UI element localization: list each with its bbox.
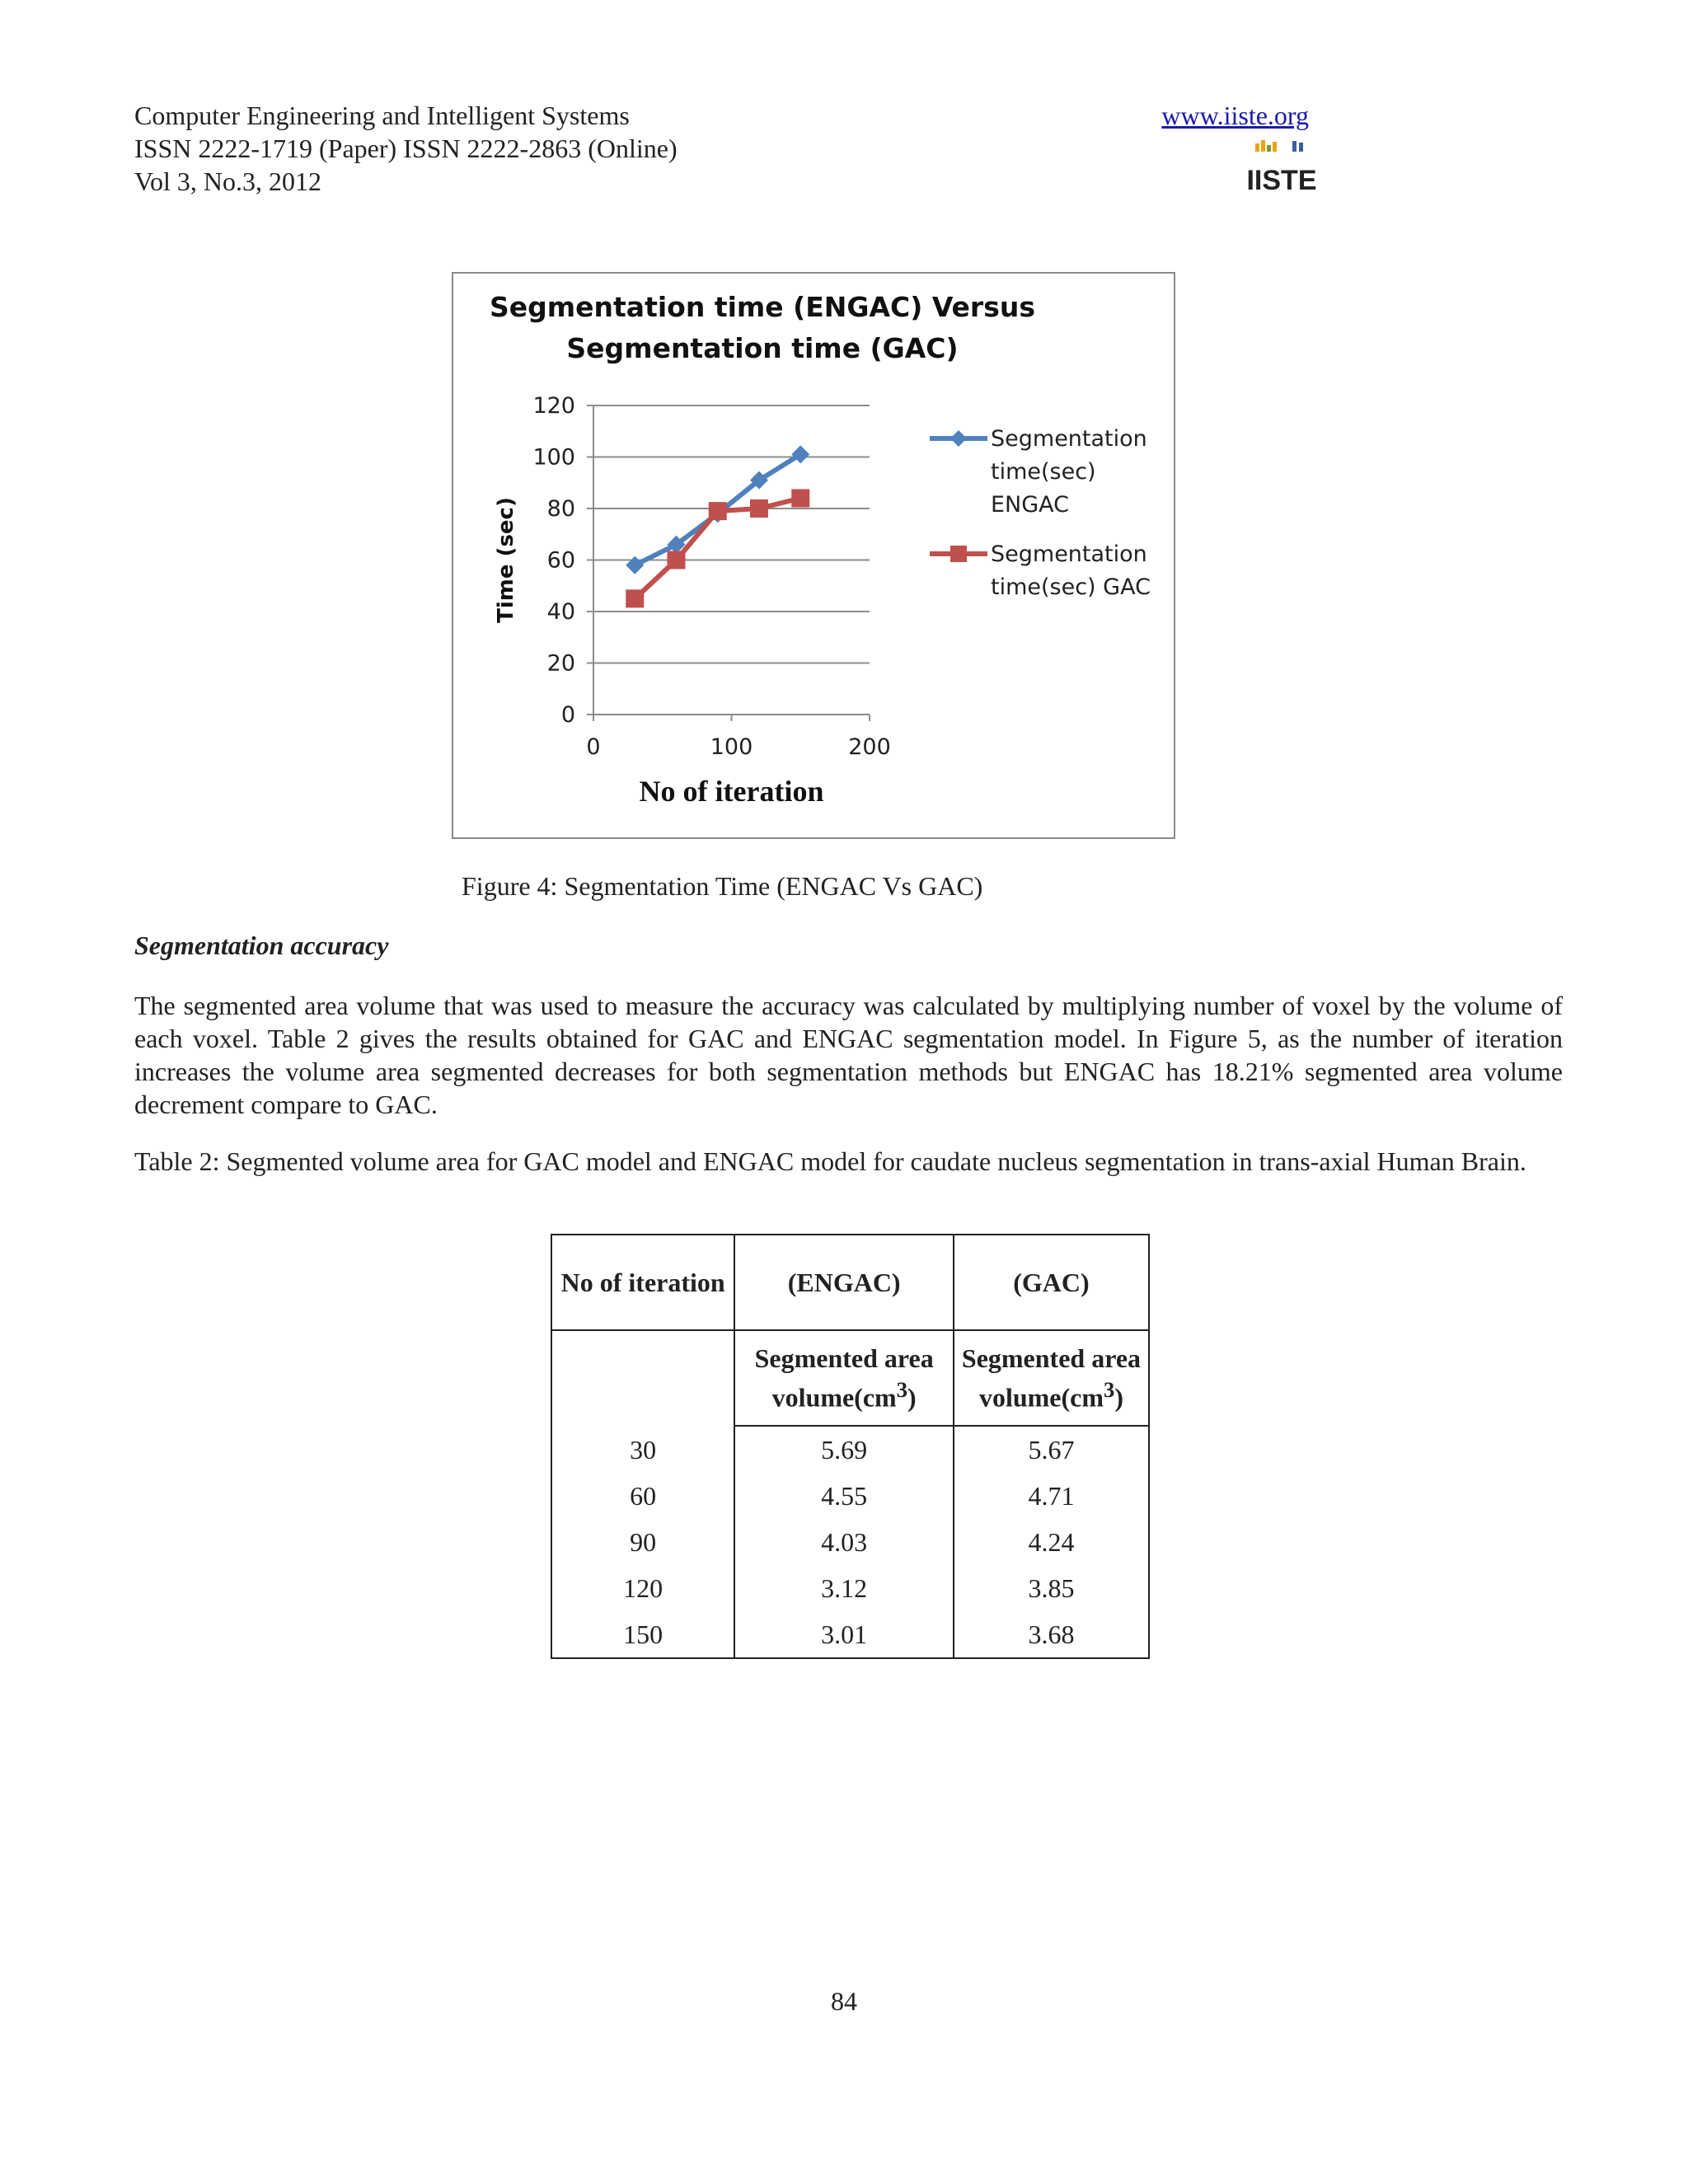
legend-label-1: Segmentation xyxy=(991,426,1147,452)
y-tick-label: 120 xyxy=(532,393,575,419)
legend-label-2: time(sec) GAC xyxy=(991,574,1151,600)
table-row xyxy=(551,1611,1149,1658)
cell-iteration: 150 xyxy=(551,1611,734,1658)
legend-label-1: time(sec) xyxy=(991,459,1096,485)
cell-engac: 3.01 xyxy=(734,1611,954,1658)
cell-engac: 3.12 xyxy=(734,1565,954,1611)
y-tick-label: 60 xyxy=(546,547,575,574)
cell-engac: 5.69 xyxy=(734,1426,954,1473)
x-tick-label: 200 xyxy=(848,734,891,760)
cell-gac: 3.68 xyxy=(954,1611,1149,1658)
cell-gac: 5.67 xyxy=(954,1426,1149,1473)
cell-iteration: 60 xyxy=(551,1473,734,1519)
segmented-volume-table xyxy=(551,1234,1150,1659)
chart-title-line1: Segmentation time (ENGAC) Versus xyxy=(490,291,1035,323)
legend-marker-engac xyxy=(950,430,967,447)
y-tick-label: 100 xyxy=(532,444,575,471)
y-tick-label: 0 xyxy=(560,702,575,728)
sub-header-engac: Segmented area $volume(cm^3)$ xyxy=(734,1330,954,1426)
table-caption: Table 2: Segmented volume area for GAC model and ENGAC model for caudate nucleus segmentation in trans-axial Human Brain. xyxy=(134,1146,1526,1176)
sub-header-gac: Segmented area $volume(cm^3)$ xyxy=(954,1330,1149,1426)
section-title: Segmentation accuracy xyxy=(134,930,389,960)
y-tick-label: 20 xyxy=(546,650,575,677)
figure-caption: Figure 4: Segmentation Time (ENGAC Vs GAC) xyxy=(462,871,983,901)
data-point-gac xyxy=(791,490,809,508)
y-axis-label: Time (sec) xyxy=(494,497,518,623)
chart-figure xyxy=(452,272,1175,839)
volume-line: Vol 3, No.3, 2012 xyxy=(134,166,321,196)
col-header-gac: (GAC) xyxy=(954,1235,1149,1330)
legend-marker-gac xyxy=(950,546,967,562)
cell-engac: 4.55 xyxy=(734,1473,954,1519)
cell-gac: 4.24 xyxy=(954,1519,1149,1565)
cell-gac: 3.85 xyxy=(954,1565,1149,1611)
svg-text:IISTE: IISTE xyxy=(1246,165,1317,196)
data-point-engac xyxy=(626,556,644,574)
table-row xyxy=(551,1565,1149,1611)
journal-name: Computer Engineering and Intelligent Systems xyxy=(134,101,630,130)
website-link[interactable]: www.iiste.org xyxy=(1161,101,1309,130)
x-axis-label: No of iteration xyxy=(639,775,824,808)
x-tick-label: 0 xyxy=(586,734,601,760)
table-row xyxy=(551,1426,1149,1473)
y-tick-label: 80 xyxy=(546,496,575,522)
legend-label-2: Segmentation xyxy=(991,541,1147,567)
cell-iteration: 30 xyxy=(551,1426,734,1473)
line-chart xyxy=(453,274,1174,837)
cell-engac: 4.03 xyxy=(734,1519,954,1565)
table-row xyxy=(551,1519,1149,1565)
iiste-logo xyxy=(1246,138,1317,196)
chart-title-line2: Segmentation time (GAC) xyxy=(566,332,959,364)
data-point-gac xyxy=(626,589,644,607)
x-tick-label: 100 xyxy=(710,734,753,760)
data-point-gac xyxy=(709,502,727,520)
table-row xyxy=(551,1473,1149,1519)
data-point-gac xyxy=(668,551,686,569)
cell-iteration: 120 xyxy=(551,1565,734,1611)
cell-gac: 4.71 xyxy=(954,1473,1149,1519)
sub-header-empty xyxy=(551,1330,734,1426)
col-header-engac: (ENGAC) xyxy=(734,1235,954,1330)
issn-line: ISSN 2222-1719 (Paper) ISSN 2222-2863 (Online) xyxy=(134,134,678,163)
legend-label-1: ENGAC xyxy=(991,492,1070,518)
data-point-gac xyxy=(750,499,768,518)
col-header-iteration: No of iteration xyxy=(551,1235,734,1330)
cell-iteration: 90 xyxy=(551,1519,734,1565)
paragraph-accuracy: The segmented area volume that was used to measure the accuracy was calculated by multiplying number of voxel by the volume of each voxel. Table 2 gives the results obtained for GAC and ENGAC segmentation model. In Figure 5, as the number of iteration increases the volume area segmented decreases for both segmentation methods but ENGAC has 18.21% segmented area volume decrement compare to GAC. xyxy=(134,991,1563,1119)
y-tick-label: 40 xyxy=(546,599,575,625)
page-number: 84 xyxy=(831,1986,857,2016)
